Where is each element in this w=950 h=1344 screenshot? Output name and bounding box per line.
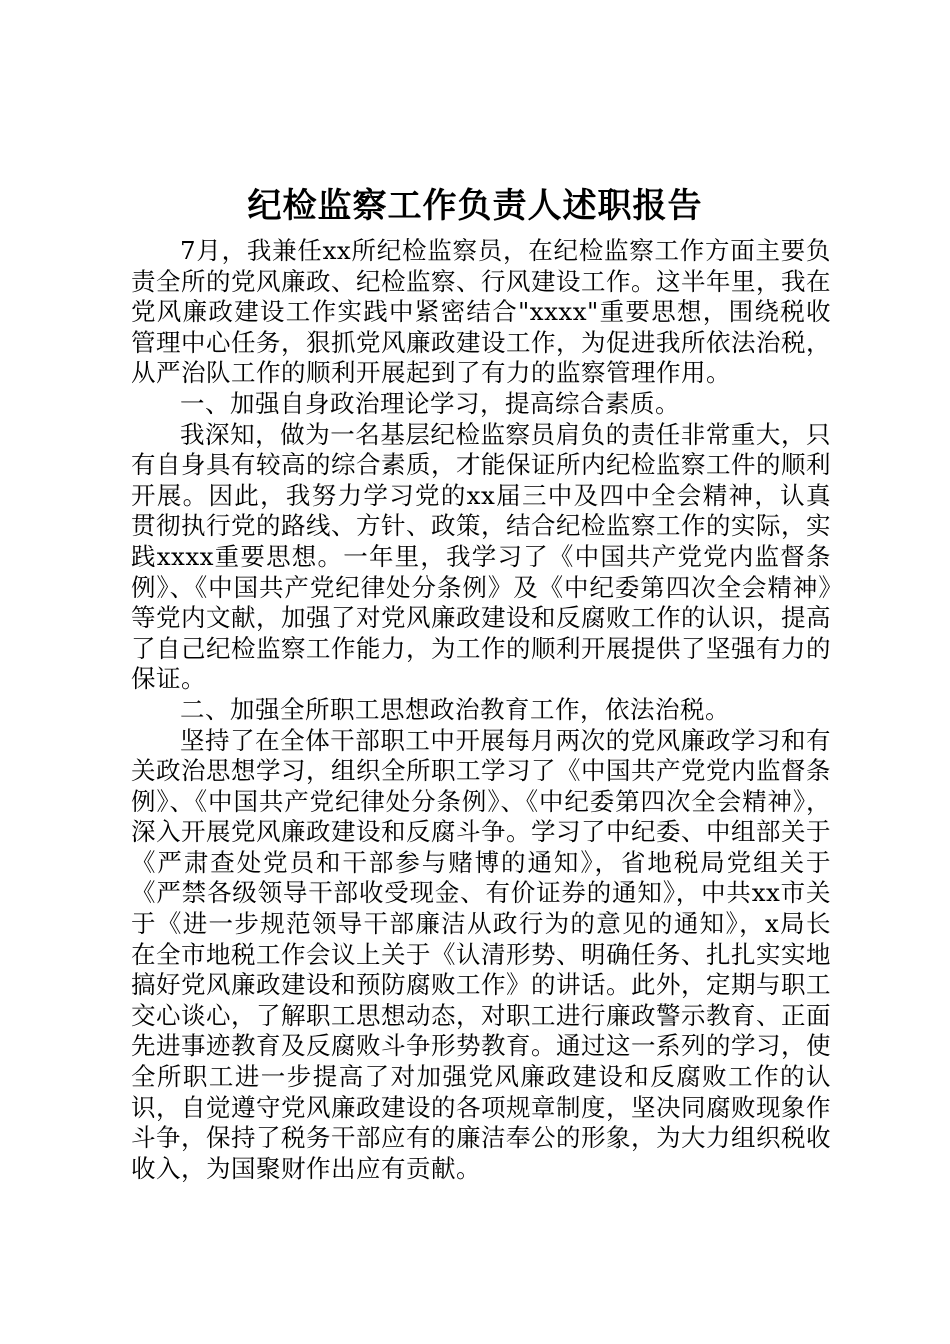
paragraph-section-2: 坚持了在全体干部职工中开展每月两次的党风廉政学习和有关政治思想学习，组织全所职工学习了《中国共产党党内监督条例》、《中国共产党纪律处分条例》、《中纪委第四次全会精神》，深入开展党风廉政建设和反腐斗争。学习了中纪委、中组部关于《严肃查处党员和干部参与赌博的通知》，省地税局党组关于《严禁各级领导干部收受现金、有价证券的通知》，中共xx市关于《进一步规范领导干部廉洁从政行为的意见的通知》，x局长在全市地税工作会议上关于《认清形势、明确任务、扎扎实实地搞好党风廉政建设和预防腐败工作》的讲话。此外，定期与职工交心谈心，了解职工思想动态，对职工进行廉政警示教育、正面先进事迹教育及反腐败斗争形势教育。通过这一系列的学习，使全所职工进一步提高了对加强党风廉政建设和反腐败工作的认识，自觉遵守党风廉政建设的各项规章制度，坚决同腐败现象作斗争，保持了税务干部应有的廉洁奉公的形象，为大力组织税收收入，为国聚财作出应有贡献。 bbox=[131, 725, 831, 1183]
paragraph-intro: 7月，我兼任xx所纪检监察员，在纪检监察工作方面主要负责全所的党风廉政、纪检监察、行风建设工作。这半年里，我在党风廉政建设工作实践中紧密结合"xxxx"重要思想，围绕税收管理中心任务，狠抓党风廉政建设工作，为促进我所依法治税，从严治队工作的顺利开展起到了有力的监察管理作用。 bbox=[131, 236, 831, 388]
document-title: 纪检监察工作负责人述职报告 bbox=[247, 186, 703, 226]
document-body bbox=[131, 236, 831, 1184]
section-heading-2: 二、加强全所职工思想政治教育工作，依法治税。 bbox=[180, 694, 730, 724]
section-heading-1: 一、加强自身政治理论学习，提高综合素质。 bbox=[180, 388, 680, 418]
paragraph-section-1: 我深知，做为一名基层纪检监察员肩负的责任非常重大，只有自身具有较高的综合素质，才能保证所内纪检监察工件的顺利开展。因此，我努力学习党的xx届三中及四中全会精神，认真贯彻执行党的路线、方针、政策，结合纪检监察工作的实际，实践xxxx重要思想。一年里，我学习了《中国共产党党内监督条例》、《中国共产党纪律处分条例》及《中纪委第四次全会精神》等党内文献，加强了对党风廉政建设和反腐败工作的认识，提高了自己纪检监察工作能力，为工作的顺利开展提供了坚强有力的保证。 bbox=[131, 419, 831, 694]
